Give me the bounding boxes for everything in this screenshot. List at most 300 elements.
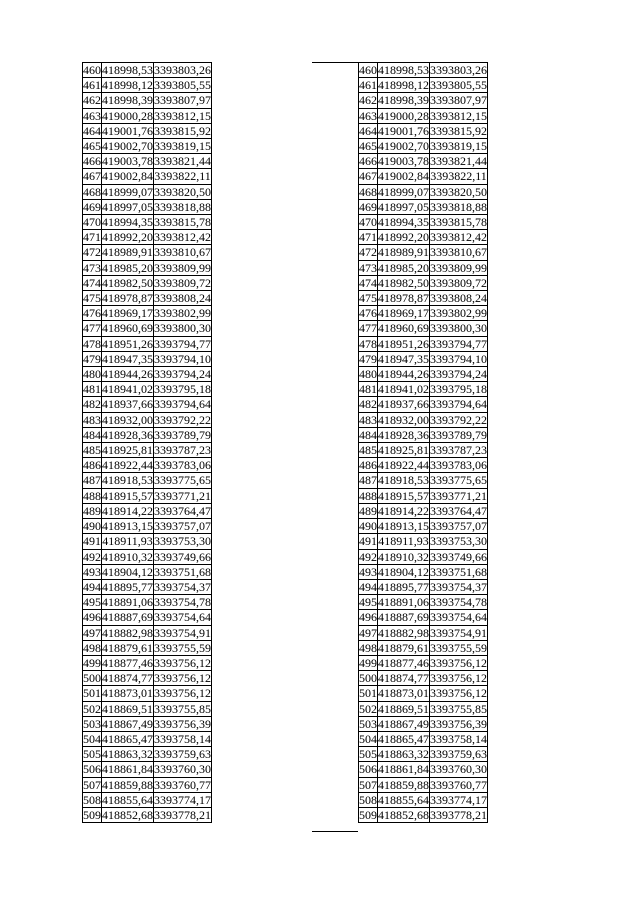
point-number-cell: 496 bbox=[359, 610, 377, 625]
table-row bbox=[359, 351, 488, 366]
table-row bbox=[83, 731, 212, 746]
table-row bbox=[83, 154, 212, 169]
y-coordinate-cell: 3393809,99 bbox=[154, 260, 211, 275]
y-coordinate-cell: 3393754,91 bbox=[154, 625, 211, 640]
point-number-cell: 503 bbox=[83, 716, 101, 731]
table-row bbox=[83, 108, 212, 123]
point-number-cell: 498 bbox=[359, 640, 377, 655]
point-number-cell: 496 bbox=[83, 610, 101, 625]
y-coordinate-cell: 3393820,50 bbox=[430, 184, 487, 199]
y-coordinate-cell: 3393756,12 bbox=[430, 655, 487, 670]
table-row bbox=[83, 701, 212, 716]
x-coordinate-cell: 418978,87 bbox=[102, 291, 153, 306]
coordinates-table-left bbox=[82, 62, 212, 823]
x-coordinate-cell: 418944,26 bbox=[378, 367, 429, 382]
table-row bbox=[359, 184, 488, 199]
table-row bbox=[359, 139, 488, 154]
y-coordinate-cell: 3393802,99 bbox=[430, 306, 487, 321]
point-number-cell: 501 bbox=[83, 686, 101, 701]
y-coordinate-cell: 3393754,91 bbox=[430, 625, 487, 640]
y-coordinate-cell: 3393800,30 bbox=[154, 321, 211, 336]
y-coordinate-cell: 3393756,12 bbox=[154, 655, 211, 670]
y-coordinate-cell: 3393787,23 bbox=[430, 443, 487, 458]
table-row bbox=[359, 671, 488, 686]
table-row bbox=[359, 275, 488, 290]
table-row bbox=[359, 260, 488, 275]
point-number-cell: 484 bbox=[359, 427, 377, 442]
table-row bbox=[359, 382, 488, 397]
x-coordinate-cell: 419002,84 bbox=[378, 169, 429, 184]
table-row bbox=[359, 458, 488, 473]
x-coordinate-cell: 418911,93 bbox=[378, 534, 429, 549]
x-coordinate-cell: 419002,84 bbox=[102, 169, 153, 184]
x-coordinate-cell: 418941,02 bbox=[102, 382, 153, 397]
table-row bbox=[83, 215, 212, 230]
point-number-cell: 507 bbox=[83, 777, 101, 792]
x-coordinate-cell: 418998,12 bbox=[102, 78, 153, 93]
y-coordinate-cell: 3393751,68 bbox=[430, 564, 487, 579]
x-coordinate-cell: 419000,28 bbox=[378, 108, 429, 123]
point-number-cell: 490 bbox=[83, 519, 101, 534]
table-row bbox=[359, 215, 488, 230]
coordinates-table-right bbox=[358, 62, 488, 823]
table-row bbox=[83, 443, 212, 458]
x-coordinate-cell: 418877,46 bbox=[378, 655, 429, 670]
point-number-cell: 470 bbox=[83, 215, 101, 230]
table-row bbox=[83, 78, 212, 93]
table-row bbox=[83, 184, 212, 199]
point-number-cell: 508 bbox=[83, 792, 101, 807]
y-coordinate-cell: 3393756,12 bbox=[154, 671, 211, 686]
x-coordinate-cell: 418863,32 bbox=[102, 747, 153, 762]
point-number-cell: 506 bbox=[359, 762, 377, 777]
x-coordinate-cell: 419003,78 bbox=[378, 154, 429, 169]
table-row bbox=[359, 716, 488, 731]
x-coordinate-cell: 418999,07 bbox=[378, 184, 429, 199]
y-coordinate-cell: 3393812,15 bbox=[154, 108, 211, 123]
table-row bbox=[359, 731, 488, 746]
x-coordinate-cell: 418982,50 bbox=[102, 275, 153, 290]
table-row bbox=[359, 579, 488, 594]
point-number-cell: 471 bbox=[83, 230, 101, 245]
point-number-cell: 481 bbox=[83, 382, 101, 397]
point-number-cell: 489 bbox=[359, 503, 377, 518]
table-row bbox=[359, 640, 488, 655]
table-row bbox=[359, 610, 488, 625]
x-coordinate-cell: 418918,53 bbox=[102, 473, 153, 488]
x-coordinate-cell: 418895,77 bbox=[102, 579, 153, 594]
x-coordinate-cell: 418882,98 bbox=[378, 625, 429, 640]
point-number-cell: 497 bbox=[83, 625, 101, 640]
table-row bbox=[359, 777, 488, 792]
y-coordinate-cell: 3393749,66 bbox=[430, 549, 487, 564]
x-coordinate-cell: 418914,22 bbox=[378, 503, 429, 518]
point-number-cell: 478 bbox=[83, 336, 101, 351]
point-number-cell: 506 bbox=[83, 762, 101, 777]
table-row bbox=[359, 503, 488, 518]
x-coordinate-cell: 418997,05 bbox=[378, 199, 429, 214]
table-row bbox=[83, 245, 212, 260]
table-row bbox=[359, 595, 488, 610]
point-number-cell: 467 bbox=[359, 169, 377, 184]
y-coordinate-cell: 3393822,11 bbox=[430, 169, 487, 184]
table-row bbox=[359, 655, 488, 670]
y-coordinate-cell: 3393771,21 bbox=[154, 488, 211, 503]
point-number-cell: 461 bbox=[83, 78, 101, 93]
y-coordinate-cell: 3393754,78 bbox=[430, 595, 487, 610]
y-coordinate-cell: 3393812,42 bbox=[154, 230, 211, 245]
y-coordinate-cell: 3393807,97 bbox=[430, 93, 487, 108]
y-coordinate-cell: 3393783,06 bbox=[154, 458, 211, 473]
table-row bbox=[359, 336, 488, 351]
x-coordinate-cell: 418969,17 bbox=[102, 306, 153, 321]
y-coordinate-cell: 3393789,79 bbox=[154, 427, 211, 442]
point-number-cell: 500 bbox=[83, 671, 101, 686]
table-row bbox=[359, 169, 488, 184]
y-coordinate-cell: 3393808,24 bbox=[430, 291, 487, 306]
point-number-cell: 472 bbox=[359, 245, 377, 260]
x-coordinate-cell: 418932,00 bbox=[378, 412, 429, 427]
y-coordinate-cell: 3393794,77 bbox=[430, 336, 487, 351]
x-coordinate-cell: 418915,57 bbox=[378, 488, 429, 503]
point-number-cell: 477 bbox=[359, 321, 377, 336]
y-coordinate-cell: 3393775,65 bbox=[430, 473, 487, 488]
table-row bbox=[83, 367, 212, 382]
point-number-cell: 472 bbox=[83, 245, 101, 260]
table-row bbox=[83, 792, 212, 807]
x-coordinate-cell: 418969,17 bbox=[378, 306, 429, 321]
y-coordinate-cell: 3393755,59 bbox=[154, 640, 211, 655]
point-number-cell: 508 bbox=[359, 792, 377, 807]
y-coordinate-cell: 3393749,66 bbox=[154, 549, 211, 564]
table-row bbox=[83, 777, 212, 792]
y-coordinate-cell: 3393756,12 bbox=[154, 686, 211, 701]
table-row bbox=[359, 762, 488, 777]
y-coordinate-cell: 3393810,67 bbox=[430, 245, 487, 260]
point-number-cell: 479 bbox=[83, 351, 101, 366]
table-row bbox=[83, 671, 212, 686]
y-coordinate-cell: 3393758,14 bbox=[430, 731, 487, 746]
x-coordinate-cell: 418910,32 bbox=[378, 549, 429, 564]
point-number-cell: 474 bbox=[359, 275, 377, 290]
y-coordinate-cell: 3393809,72 bbox=[430, 275, 487, 290]
y-coordinate-cell: 3393815,92 bbox=[430, 123, 487, 138]
table-row bbox=[83, 747, 212, 762]
x-coordinate-cell: 418865,47 bbox=[378, 731, 429, 746]
y-coordinate-cell: 3393805,55 bbox=[154, 78, 211, 93]
point-number-cell: 504 bbox=[83, 731, 101, 746]
y-coordinate-cell: 3393755,85 bbox=[154, 701, 211, 716]
point-number-cell: 501 bbox=[359, 686, 377, 701]
column-gap bbox=[312, 62, 358, 832]
x-coordinate-cell: 418998,39 bbox=[102, 93, 153, 108]
table-row bbox=[359, 199, 488, 214]
point-number-cell: 487 bbox=[83, 473, 101, 488]
point-number-cell: 507 bbox=[359, 777, 377, 792]
x-coordinate-cell: 418925,81 bbox=[102, 443, 153, 458]
x-coordinate-cell: 418852,68 bbox=[102, 807, 153, 822]
y-coordinate-cell: 3393778,21 bbox=[154, 807, 211, 822]
point-number-cell: 480 bbox=[359, 367, 377, 382]
table-row bbox=[83, 655, 212, 670]
y-coordinate-cell: 3393794,10 bbox=[430, 351, 487, 366]
y-coordinate-cell: 3393758,14 bbox=[154, 731, 211, 746]
table-row bbox=[359, 443, 488, 458]
y-coordinate-cell: 3393756,12 bbox=[430, 671, 487, 686]
table-row bbox=[83, 625, 212, 640]
x-coordinate-cell: 418891,06 bbox=[378, 595, 429, 610]
table-row bbox=[83, 397, 212, 412]
y-coordinate-cell: 3393759,63 bbox=[430, 747, 487, 762]
point-number-cell: 461 bbox=[359, 78, 377, 93]
table-row bbox=[359, 686, 488, 701]
point-number-cell: 476 bbox=[83, 306, 101, 321]
table-row bbox=[83, 230, 212, 245]
point-number-cell: 488 bbox=[83, 488, 101, 503]
y-coordinate-cell: 3393807,97 bbox=[154, 93, 211, 108]
y-coordinate-cell: 3393753,30 bbox=[154, 534, 211, 549]
table-row bbox=[359, 792, 488, 807]
y-coordinate-cell: 3393760,30 bbox=[154, 762, 211, 777]
point-number-cell: 479 bbox=[359, 351, 377, 366]
table-row bbox=[359, 747, 488, 762]
point-number-cell: 469 bbox=[359, 199, 377, 214]
x-coordinate-cell: 418887,69 bbox=[378, 610, 429, 625]
x-coordinate-cell: 418887,69 bbox=[102, 610, 153, 625]
table-row bbox=[359, 291, 488, 306]
x-coordinate-cell: 418859,88 bbox=[102, 777, 153, 792]
point-number-cell: 477 bbox=[83, 321, 101, 336]
x-coordinate-cell: 418944,26 bbox=[102, 367, 153, 382]
y-coordinate-cell: 3393759,63 bbox=[154, 747, 211, 762]
y-coordinate-cell: 3393760,77 bbox=[154, 777, 211, 792]
y-coordinate-cell: 3393792,22 bbox=[154, 412, 211, 427]
y-coordinate-cell: 3393756,39 bbox=[154, 716, 211, 731]
y-coordinate-cell: 3393800,30 bbox=[430, 321, 487, 336]
point-number-cell: 509 bbox=[359, 807, 377, 822]
x-coordinate-cell: 418915,57 bbox=[102, 488, 153, 503]
table-row bbox=[83, 473, 212, 488]
x-coordinate-cell: 418998,39 bbox=[378, 93, 429, 108]
x-coordinate-cell: 418918,53 bbox=[378, 473, 429, 488]
y-coordinate-cell: 3393775,65 bbox=[154, 473, 211, 488]
point-number-cell: 483 bbox=[359, 412, 377, 427]
x-coordinate-cell: 419000,28 bbox=[102, 108, 153, 123]
point-number-cell: 469 bbox=[83, 199, 101, 214]
table-row bbox=[83, 412, 212, 427]
x-coordinate-cell: 418869,51 bbox=[378, 701, 429, 716]
point-number-cell: 481 bbox=[359, 382, 377, 397]
table-row bbox=[359, 93, 488, 108]
point-number-cell: 486 bbox=[359, 458, 377, 473]
y-coordinate-cell: 3393760,30 bbox=[430, 762, 487, 777]
x-coordinate-cell: 419002,70 bbox=[378, 139, 429, 154]
table-row bbox=[359, 534, 488, 549]
table-row bbox=[83, 503, 212, 518]
table-row bbox=[83, 63, 212, 78]
x-coordinate-cell: 418960,69 bbox=[102, 321, 153, 336]
point-number-cell: 476 bbox=[359, 306, 377, 321]
table-row bbox=[83, 488, 212, 503]
point-number-cell: 484 bbox=[83, 427, 101, 442]
point-number-cell: 502 bbox=[359, 701, 377, 716]
table-row bbox=[83, 564, 212, 579]
x-coordinate-cell: 418994,35 bbox=[378, 215, 429, 230]
point-number-cell: 487 bbox=[359, 473, 377, 488]
x-coordinate-cell: 419003,78 bbox=[102, 154, 153, 169]
x-coordinate-cell: 418882,98 bbox=[102, 625, 153, 640]
table-row bbox=[83, 519, 212, 534]
point-number-cell: 504 bbox=[359, 731, 377, 746]
point-number-cell: 494 bbox=[359, 579, 377, 594]
table-row bbox=[359, 564, 488, 579]
x-coordinate-cell: 418937,66 bbox=[102, 397, 153, 412]
point-number-cell: 480 bbox=[83, 367, 101, 382]
x-coordinate-cell: 418998,12 bbox=[378, 78, 429, 93]
point-number-cell: 495 bbox=[359, 595, 377, 610]
point-number-cell: 502 bbox=[83, 701, 101, 716]
y-coordinate-cell: 3393754,78 bbox=[154, 595, 211, 610]
point-number-cell: 465 bbox=[359, 139, 377, 154]
x-coordinate-cell: 418873,01 bbox=[102, 686, 153, 701]
y-coordinate-cell: 3393794,77 bbox=[154, 336, 211, 351]
point-number-cell: 466 bbox=[359, 154, 377, 169]
table-row bbox=[83, 321, 212, 336]
x-coordinate-cell: 418914,22 bbox=[102, 503, 153, 518]
y-coordinate-cell: 3393754,64 bbox=[154, 610, 211, 625]
point-number-cell: 460 bbox=[359, 63, 377, 77]
x-coordinate-cell: 418941,02 bbox=[378, 382, 429, 397]
y-coordinate-cell: 3393794,24 bbox=[430, 367, 487, 382]
point-number-cell: 462 bbox=[83, 93, 101, 108]
x-coordinate-cell: 418951,26 bbox=[378, 336, 429, 351]
x-coordinate-cell: 418874,77 bbox=[102, 671, 153, 686]
x-coordinate-cell: 418911,93 bbox=[102, 534, 153, 549]
table-row bbox=[359, 549, 488, 564]
y-coordinate-cell: 3393792,22 bbox=[430, 412, 487, 427]
point-number-cell: 489 bbox=[83, 503, 101, 518]
x-coordinate-cell: 418904,12 bbox=[102, 564, 153, 579]
point-number-cell: 482 bbox=[83, 397, 101, 412]
x-coordinate-cell: 418989,91 bbox=[102, 245, 153, 260]
x-coordinate-cell: 418947,35 bbox=[102, 351, 153, 366]
table-row bbox=[359, 367, 488, 382]
y-coordinate-cell: 3393754,37 bbox=[430, 579, 487, 594]
y-coordinate-cell: 3393789,79 bbox=[430, 427, 487, 442]
x-coordinate-cell: 418910,32 bbox=[102, 549, 153, 564]
y-coordinate-cell: 3393751,68 bbox=[154, 564, 211, 579]
x-coordinate-cell: 418960,69 bbox=[378, 321, 429, 336]
y-coordinate-cell: 3393809,72 bbox=[154, 275, 211, 290]
point-number-cell: 468 bbox=[359, 184, 377, 199]
x-coordinate-cell: 418998,53 bbox=[102, 63, 153, 77]
x-coordinate-cell: 418997,05 bbox=[102, 199, 153, 214]
table-row bbox=[83, 686, 212, 701]
x-coordinate-cell: 418879,61 bbox=[378, 640, 429, 655]
y-coordinate-cell: 3393794,24 bbox=[154, 367, 211, 382]
table-row bbox=[359, 427, 488, 442]
point-number-cell: 509 bbox=[83, 807, 101, 822]
point-number-cell: 478 bbox=[359, 336, 377, 351]
x-coordinate-cell: 418855,64 bbox=[378, 792, 429, 807]
table-row bbox=[359, 488, 488, 503]
point-number-cell: 486 bbox=[83, 458, 101, 473]
x-coordinate-cell: 418863,32 bbox=[378, 747, 429, 762]
table-row bbox=[359, 519, 488, 534]
point-number-cell: 473 bbox=[359, 260, 377, 275]
table-row bbox=[83, 534, 212, 549]
point-number-cell: 488 bbox=[359, 488, 377, 503]
point-number-cell: 503 bbox=[359, 716, 377, 731]
y-coordinate-cell: 3393812,42 bbox=[430, 230, 487, 245]
y-coordinate-cell: 3393812,15 bbox=[430, 108, 487, 123]
table-row bbox=[83, 275, 212, 290]
y-coordinate-cell: 3393815,78 bbox=[154, 215, 211, 230]
y-coordinate-cell: 3393819,15 bbox=[154, 139, 211, 154]
x-coordinate-cell: 418985,20 bbox=[378, 260, 429, 275]
table-row bbox=[359, 321, 488, 336]
x-coordinate-cell: 418937,66 bbox=[378, 397, 429, 412]
x-coordinate-cell: 418947,35 bbox=[378, 351, 429, 366]
y-coordinate-cell: 3393803,26 bbox=[154, 63, 211, 77]
x-coordinate-cell: 418891,06 bbox=[102, 595, 153, 610]
table-row bbox=[83, 549, 212, 564]
x-coordinate-cell: 418913,15 bbox=[378, 519, 429, 534]
y-coordinate-cell: 3393794,64 bbox=[430, 397, 487, 412]
table-row bbox=[83, 716, 212, 731]
x-coordinate-cell: 418928,36 bbox=[378, 427, 429, 442]
point-number-cell: 482 bbox=[359, 397, 377, 412]
y-coordinate-cell: 3393771,21 bbox=[430, 488, 487, 503]
y-coordinate-cell: 3393809,99 bbox=[430, 260, 487, 275]
point-number-cell: 491 bbox=[83, 534, 101, 549]
table-row bbox=[83, 382, 212, 397]
x-coordinate-cell: 418932,00 bbox=[102, 412, 153, 427]
point-number-cell: 491 bbox=[359, 534, 377, 549]
y-coordinate-cell: 3393760,77 bbox=[430, 777, 487, 792]
table-row bbox=[83, 458, 212, 473]
point-number-cell: 497 bbox=[359, 625, 377, 640]
y-coordinate-cell: 3393794,10 bbox=[154, 351, 211, 366]
table-row bbox=[83, 351, 212, 366]
point-number-cell: 475 bbox=[359, 291, 377, 306]
point-number-cell: 468 bbox=[83, 184, 101, 199]
x-coordinate-cell: 419002,70 bbox=[102, 139, 153, 154]
x-coordinate-cell: 418895,77 bbox=[378, 579, 429, 594]
y-coordinate-cell: 3393821,44 bbox=[430, 154, 487, 169]
table-row bbox=[359, 123, 488, 138]
point-number-cell: 474 bbox=[83, 275, 101, 290]
table-row bbox=[359, 245, 488, 260]
table-row bbox=[83, 139, 212, 154]
y-coordinate-cell: 3393756,39 bbox=[430, 716, 487, 731]
y-coordinate-cell: 3393754,37 bbox=[154, 579, 211, 594]
table-row bbox=[359, 78, 488, 93]
x-coordinate-cell: 418904,12 bbox=[378, 564, 429, 579]
x-coordinate-cell: 418861,84 bbox=[378, 762, 429, 777]
table-row bbox=[83, 169, 212, 184]
x-coordinate-cell: 418951,26 bbox=[102, 336, 153, 351]
point-number-cell: 485 bbox=[359, 443, 377, 458]
x-coordinate-cell: 418992,20 bbox=[102, 230, 153, 245]
table-row bbox=[83, 427, 212, 442]
y-coordinate-cell: 3393815,78 bbox=[430, 215, 487, 230]
y-coordinate-cell: 3393757,07 bbox=[430, 519, 487, 534]
x-coordinate-cell: 418873,01 bbox=[378, 686, 429, 701]
table-row bbox=[83, 336, 212, 351]
table-row bbox=[359, 412, 488, 427]
x-coordinate-cell: 418989,91 bbox=[378, 245, 429, 260]
